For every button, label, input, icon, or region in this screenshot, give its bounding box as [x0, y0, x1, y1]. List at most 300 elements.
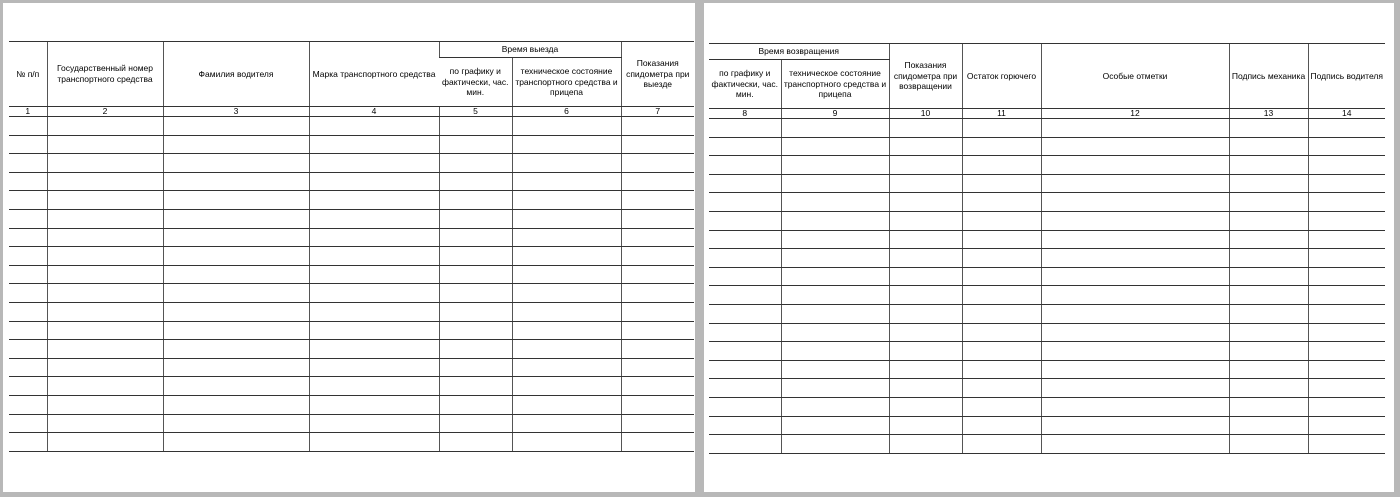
table-row: [9, 117, 694, 136]
header-index: № п/п: [9, 42, 47, 107]
table-cell: [709, 379, 781, 398]
table-cell: [889, 156, 962, 175]
table-cell: [889, 397, 962, 416]
table-cell: [781, 379, 889, 398]
table-cell: [512, 414, 621, 433]
column-number: 2: [47, 107, 163, 117]
table-cell: [47, 284, 163, 303]
table-cell: [889, 286, 962, 305]
table-cell: [163, 228, 309, 247]
table-cell: [621, 414, 694, 433]
table-cell: [163, 284, 309, 303]
table-cell: [1308, 137, 1385, 156]
table-cell: [439, 172, 512, 191]
table-cell: [1229, 230, 1308, 249]
table-cell: [47, 414, 163, 433]
table-cell: [512, 191, 621, 210]
table-cell: [1308, 342, 1385, 361]
table-cell: [9, 265, 47, 284]
table-cell: [889, 119, 962, 138]
table-row: [9, 209, 694, 228]
table-cell: [1041, 230, 1229, 249]
column-number: 6: [512, 107, 621, 117]
table-cell: [512, 265, 621, 284]
table-cell: [709, 267, 781, 286]
table-cell: [47, 340, 163, 359]
table-cell: [621, 377, 694, 396]
table-cell: [47, 117, 163, 136]
header-return-time: Время возвращения: [709, 44, 889, 60]
table-cell: [962, 323, 1041, 342]
table-cell: [1308, 435, 1385, 454]
header-plate-number: Государственный номер транспортного средства: [47, 42, 163, 107]
table-cell: [47, 321, 163, 340]
table-cell: [1041, 323, 1229, 342]
header-departure-time: Время выезда: [439, 42, 621, 58]
table-cell: [889, 249, 962, 268]
table-cell: [781, 174, 889, 193]
table-cell: [1308, 156, 1385, 175]
table-row: [709, 137, 1385, 156]
table-cell: [1308, 323, 1385, 342]
table-row: [9, 265, 694, 284]
table-cell: [47, 433, 163, 452]
table-cell: [1041, 286, 1229, 305]
table-row: [9, 228, 694, 247]
table-cell: [1229, 342, 1308, 361]
column-number: 13: [1229, 109, 1308, 119]
table-cell: [621, 340, 694, 359]
table-cell: [1308, 379, 1385, 398]
table-cell: [512, 154, 621, 173]
table-cell: [781, 156, 889, 175]
table-cell: [1308, 193, 1385, 212]
table-cell: [47, 395, 163, 414]
table-cell: [621, 172, 694, 191]
table-cell: [709, 137, 781, 156]
table-cell: [781, 397, 889, 416]
table-cell: [9, 340, 47, 359]
table-cell: [9, 321, 47, 340]
table-cell: [1041, 342, 1229, 361]
table-cell: [1041, 193, 1229, 212]
table-cell: [621, 191, 694, 210]
left-page: [3, 3, 695, 492]
table-cell: [962, 174, 1041, 193]
table-cell: [439, 247, 512, 266]
table-row: [709, 435, 1385, 454]
table-cell: [781, 230, 889, 249]
table-cell: [781, 267, 889, 286]
table-cell: [1041, 249, 1229, 268]
table-cell: [1041, 211, 1229, 230]
table-cell: [512, 395, 621, 414]
table-cell: [47, 302, 163, 321]
table-cell: [962, 360, 1041, 379]
table-cell: [163, 154, 309, 173]
table-row: [9, 135, 694, 154]
table-cell: [439, 414, 512, 433]
table-cell: [47, 377, 163, 396]
table-cell: [309, 302, 439, 321]
table-cell: [621, 117, 694, 136]
table-cell: [962, 416, 1041, 435]
table-cell: [1041, 397, 1229, 416]
table-cell: [1229, 360, 1308, 379]
table-cell: [709, 360, 781, 379]
table-cell: [9, 209, 47, 228]
table-cell: [439, 191, 512, 210]
table-cell: [439, 395, 512, 414]
column-number: 10: [889, 109, 962, 119]
table-cell: [962, 267, 1041, 286]
table-cell: [163, 340, 309, 359]
table-row: [709, 342, 1385, 361]
table-row: [709, 230, 1385, 249]
table-cell: [47, 209, 163, 228]
table-cell: [163, 209, 309, 228]
table-cell: [709, 323, 781, 342]
table-cell: [9, 117, 47, 136]
table-cell: [889, 211, 962, 230]
table-cell: [439, 340, 512, 359]
header-speedometer-departure: Показания спидометра при выезде: [621, 42, 694, 107]
table-cell: [439, 302, 512, 321]
table-row: [709, 249, 1385, 268]
table-cell: [781, 323, 889, 342]
table-cell: [781, 286, 889, 305]
table-cell: [1308, 267, 1385, 286]
table-cell: [512, 247, 621, 266]
table-cell: [621, 358, 694, 377]
table-cell: [781, 193, 889, 212]
table-cell: [1229, 435, 1308, 454]
table-cell: [47, 154, 163, 173]
table-cell: [1041, 304, 1229, 323]
table-cell: [621, 135, 694, 154]
table-cell: [781, 249, 889, 268]
table-cell: [962, 342, 1041, 361]
table-cell: [709, 397, 781, 416]
column-number-row: [709, 109, 1385, 119]
table-cell: [1041, 360, 1229, 379]
table-row: [709, 304, 1385, 323]
header-fuel-remaining: Остаток горючего: [962, 44, 1041, 109]
table-cell: [47, 358, 163, 377]
table-cell: [621, 228, 694, 247]
table-cell: [889, 174, 962, 193]
table-cell: [709, 230, 781, 249]
table-cell: [309, 154, 439, 173]
table-cell: [1308, 249, 1385, 268]
table-cell: [621, 433, 694, 452]
table-cell: [163, 395, 309, 414]
table-cell: [9, 154, 47, 173]
table-cell: [439, 377, 512, 396]
table-cell: [512, 135, 621, 154]
column-number: 11: [962, 109, 1041, 119]
table-cell: [1308, 174, 1385, 193]
table-cell: [309, 433, 439, 452]
table-cell: [309, 377, 439, 396]
table-cell: [1229, 416, 1308, 435]
table-cell: [781, 119, 889, 138]
table-cell: [512, 433, 621, 452]
table-row: [709, 156, 1385, 175]
table-cell: [309, 321, 439, 340]
table-cell: [163, 414, 309, 433]
table-cell: [309, 209, 439, 228]
table-cell: [439, 433, 512, 452]
table-cell: [962, 397, 1041, 416]
table-cell: [1041, 379, 1229, 398]
column-number: 9: [781, 109, 889, 119]
table-cell: [781, 304, 889, 323]
table-cell: [889, 416, 962, 435]
table-cell: [962, 230, 1041, 249]
table-cell: [889, 435, 962, 454]
table-cell: [709, 342, 781, 361]
table-cell: [1229, 193, 1308, 212]
table-cell: [309, 191, 439, 210]
table-cell: [621, 284, 694, 303]
table-cell: [163, 172, 309, 191]
table-row: [709, 286, 1385, 305]
header-special-notes: Особые отметки: [1041, 44, 1229, 109]
table-cell: [621, 395, 694, 414]
table-cell: [962, 304, 1041, 323]
table-cell: [1229, 286, 1308, 305]
vehicle-return-log-table: [709, 43, 1385, 454]
table-row: [9, 191, 694, 210]
table-cell: [1041, 267, 1229, 286]
table-cell: [1229, 249, 1308, 268]
table-row: [9, 433, 694, 452]
header-mechanic-signature: Подпись механика: [1229, 44, 1308, 109]
header-driver-surname: Фамилия водителя: [163, 42, 309, 107]
table-cell: [709, 156, 781, 175]
table-cell: [309, 117, 439, 136]
table-cell: [1308, 230, 1385, 249]
table-cell: [47, 172, 163, 191]
table-row: [9, 321, 694, 340]
table-cell: [781, 360, 889, 379]
table-cell: [512, 302, 621, 321]
table-cell: [709, 304, 781, 323]
column-number: 4: [309, 107, 439, 117]
table-cell: [709, 249, 781, 268]
table-row: [9, 247, 694, 266]
table-cell: [621, 209, 694, 228]
table-cell: [709, 286, 781, 305]
table-cell: [9, 191, 47, 210]
table-cell: [512, 358, 621, 377]
table-row: [9, 395, 694, 414]
table-cell: [962, 379, 1041, 398]
table-cell: [9, 172, 47, 191]
column-number: 3: [163, 107, 309, 117]
table-row: [709, 267, 1385, 286]
table-cell: [709, 435, 781, 454]
column-number: 14: [1308, 109, 1385, 119]
header-vehicle-make: Марка транспортного средства: [309, 42, 439, 107]
table-cell: [439, 321, 512, 340]
table-cell: [47, 135, 163, 154]
table-cell: [1229, 304, 1308, 323]
table-cell: [1229, 211, 1308, 230]
header-speedometer-return: Показания спидометра при возвращении: [889, 44, 962, 109]
table-cell: [163, 302, 309, 321]
table-cell: [1041, 137, 1229, 156]
table-cell: [889, 267, 962, 286]
table-cell: [9, 135, 47, 154]
table-cell: [9, 284, 47, 303]
table-cell: [309, 265, 439, 284]
table-row: [9, 340, 694, 359]
table-cell: [439, 358, 512, 377]
table-cell: [439, 154, 512, 173]
table-cell: [709, 211, 781, 230]
table-cell: [309, 135, 439, 154]
table-cell: [512, 340, 621, 359]
table-cell: [889, 342, 962, 361]
table-cell: [512, 117, 621, 136]
table-cell: [309, 172, 439, 191]
table-cell: [1229, 397, 1308, 416]
table-cell: [621, 302, 694, 321]
column-number-row: [9, 107, 694, 117]
table-cell: [47, 265, 163, 284]
table-cell: [889, 379, 962, 398]
table-cell: [439, 117, 512, 136]
table-cell: [781, 211, 889, 230]
table-cell: [163, 433, 309, 452]
table-cell: [709, 174, 781, 193]
table-cell: [889, 137, 962, 156]
header-schedule-actual: по графику и фактически, час. мин.: [439, 58, 512, 107]
table-cell: [1308, 211, 1385, 230]
table-cell: [163, 265, 309, 284]
table-row: [9, 302, 694, 321]
table-cell: [889, 360, 962, 379]
table-cell: [1229, 379, 1308, 398]
header-technical-condition: техническое состояние транспортного средства и прицепа: [512, 58, 621, 107]
table-cell: [309, 358, 439, 377]
table-cell: [781, 416, 889, 435]
table-cell: [781, 342, 889, 361]
table-cell: [962, 156, 1041, 175]
header-technical-condition: техническое состояние транспортного средства и прицепа: [781, 60, 889, 109]
table-cell: [163, 247, 309, 266]
table-cell: [9, 433, 47, 452]
table-cell: [163, 377, 309, 396]
table-cell: [1041, 119, 1229, 138]
right-page: [704, 3, 1394, 492]
table-row: [709, 323, 1385, 342]
table-cell: [1308, 119, 1385, 138]
table-cell: [439, 209, 512, 228]
table-row: [709, 397, 1385, 416]
table-cell: [9, 247, 47, 266]
table-cell: [309, 284, 439, 303]
table-cell: [9, 358, 47, 377]
table-cell: [1229, 174, 1308, 193]
table-cell: [962, 211, 1041, 230]
table-cell: [1229, 156, 1308, 175]
table-cell: [962, 435, 1041, 454]
table-cell: [1041, 435, 1229, 454]
table-row: [709, 174, 1385, 193]
table-cell: [309, 340, 439, 359]
table-row: [9, 358, 694, 377]
header-schedule-actual: по графику и фактически, час. мин.: [709, 60, 781, 109]
table-cell: [889, 193, 962, 212]
table-cell: [962, 249, 1041, 268]
table-cell: [512, 321, 621, 340]
table-cell: [962, 119, 1041, 138]
table-cell: [47, 228, 163, 247]
table-cell: [163, 191, 309, 210]
table-cell: [1229, 137, 1308, 156]
table-cell: [512, 172, 621, 191]
table-row: [709, 193, 1385, 212]
column-number: 12: [1041, 109, 1229, 119]
table-cell: [709, 416, 781, 435]
table-cell: [1041, 174, 1229, 193]
table-cell: [889, 230, 962, 249]
table-cell: [1308, 416, 1385, 435]
table-cell: [512, 377, 621, 396]
table-row: [709, 119, 1385, 138]
table-row: [9, 154, 694, 173]
table-cell: [889, 323, 962, 342]
table-cell: [781, 137, 889, 156]
table-cell: [309, 228, 439, 247]
column-number: 5: [439, 107, 512, 117]
column-number: 8: [709, 109, 781, 119]
table-row: [9, 172, 694, 191]
table-cell: [163, 117, 309, 136]
vehicle-departure-log-table: [9, 41, 694, 452]
table-cell: [9, 395, 47, 414]
table-cell: [512, 284, 621, 303]
table-cell: [47, 247, 163, 266]
table-cell: [621, 321, 694, 340]
table-cell: [621, 154, 694, 173]
column-number: 7: [621, 107, 694, 117]
table-row: [709, 379, 1385, 398]
table-cell: [889, 304, 962, 323]
table-cell: [1308, 360, 1385, 379]
table-cell: [163, 321, 309, 340]
table-cell: [309, 247, 439, 266]
table-cell: [1308, 397, 1385, 416]
table-row: [709, 211, 1385, 230]
table-cell: [621, 265, 694, 284]
table-row: [709, 360, 1385, 379]
table-cell: [1041, 416, 1229, 435]
table-cell: [512, 209, 621, 228]
table-cell: [962, 193, 1041, 212]
table-cell: [163, 358, 309, 377]
table-cell: [1229, 323, 1308, 342]
table-row: [9, 284, 694, 303]
table-cell: [1308, 286, 1385, 305]
table-cell: [47, 191, 163, 210]
header-driver-signature: Подпись водителя: [1308, 44, 1385, 109]
table-cell: [163, 135, 309, 154]
table-cell: [1308, 304, 1385, 323]
